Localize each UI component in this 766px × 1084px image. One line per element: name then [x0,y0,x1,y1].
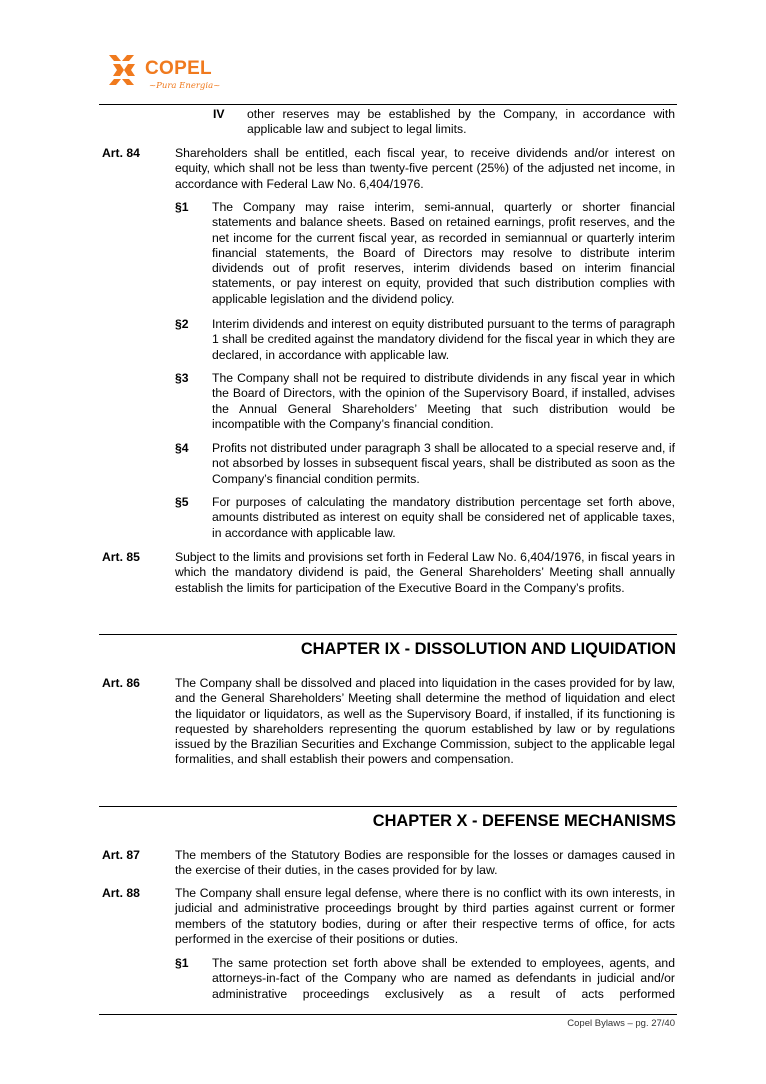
item-iv-text: other reserves may be established by the Company, in accordance with applicable law and subject to legal limits. [247,107,675,137]
copel-emblem-icon [107,54,141,86]
art-84-par5-label: §5 [175,495,189,509]
art-84-par4-label: §4 [175,441,189,455]
art-84-text: Shareholders shall be entitled, each fiscal year, to receive dividends and/or interest on equity, which shall not be less than twenty-five percent (25%) of the adjusted net income, in accordance with Federal Law No. 6,404/1976. [175,146,675,191]
art-85-label: Art. 85 [102,550,140,564]
art-85-text: Subject to the limits and provisions set forth in Federal Law No. 6,404/1976, in fiscal years in which the mandatory dividend is paid, the General Shareholders’ Meeting shall annually establish the limits for participation of the Executive Board in the Company’s profits. [175,550,675,595]
art-88-label: Art. 88 [102,886,140,900]
chapter-10-heading: CHAPTER X - DEFENSE MECHANISMS [372,812,676,830]
art-86-label: Art. 86 [102,676,140,690]
art-88-text: The Company shall ensure legal defense, where there is no conflict with its own interests, in judicial and administrative proceedings brought by third parties against current or former members of the statutory bodies, during or after their respective terms of office, for acts performed in the exercise of their positions or duties. [175,886,675,946]
art-84-par3-text: The Company shall not be required to distribute dividends in any fiscal year in which the Board of Directors, with the opinion of the Supervisory Board, if installed, advises the Annual General Shareholders’ Meeting that such distribution would be incompatible with the Company’s financial condition. [212,371,675,431]
art-86-text: The Company shall be dissolved and placed into liquidation in the cases provided for by law, and the General Shareholders’ Meeting shall determine the method of liquidation and elect the liquidator or liquidators, as well as the Supervisory Board, if installed, if its functioning is requested by shareholders representing the quorum established by law or by regulations issued by the Brazilian Securities and Exchange Commission, subject to the applicable legal formalities, and shall establish their powers and compensation. [175,676,675,767]
logo-tagline: ~Pura Energia~ [149,81,221,91]
chapter-10-rule [99,806,677,807]
page-footer: Copel Bylaws – pg. 27/40 [567,1018,675,1029]
art-84-par1-label: §1 [175,200,189,214]
chapter-9-rule [99,634,677,635]
chapter-9-heading: CHAPTER IX - DISSOLUTION AND LIQUIDATION [300,640,676,658]
footer-rule [99,1014,677,1015]
company-logo [107,52,227,92]
art-84-par2-text: Interim dividends and interest on equity distributed pursuant to the terms of paragraph 1 shall be credited against the mandatory dividend for the fiscal year in which they are declared, in accordance with applicable law. [212,317,675,362]
art-84-par1-text: The Company may raise interim, semi-annual, quarterly or shorter financial statements and balance sheets. Based on retained earnings, profit reserves, and the net income for the current fiscal year, as recorded in semiannual or quarterly interim financial statements, the Board of Directors may resolve to distribute interim dividends out of profit reserves, interim dividends based on interim financial statements, or pay interest on equity, provided that such distribution complies with applicable legislation and the dividend policy. [212,200,675,306]
art-88-par1-text: The same protection set forth above shall be extended to employees, agents, and attorneys-in-fact of the Company who are named as defendants in judicial and/or administrative proceedings exclusively as a result of acts performed [212,956,675,1001]
art-88-par1-label: §1 [175,956,189,970]
art-84-par4-text: Profits not distributed under paragraph 3 shall be allocated to a special reserve and, if not absorbed by losses in subsequent fiscal years, shall be distributed as soon as the Company’s financial condition permits. [212,441,675,486]
logo-wordmark: COPEL [145,58,212,79]
art-87-text: The members of the Statutory Bodies are responsible for the losses or damages caused in the exercise of their duties, in the cases provided for by law. [175,848,675,878]
header-rule [99,104,677,105]
item-iv-label: IV [213,107,225,121]
art-84-par3-label: §3 [175,371,189,385]
art-87-label: Art. 87 [102,848,140,862]
art-84-par2-label: §2 [175,317,189,331]
art-84-label: Art. 84 [102,146,140,160]
art-84-par5-text: For purposes of calculating the mandatory distribution percentage set forth above, amounts distributed as interest on equity shall be considered net of applicable taxes, in accordance with applicable law. [212,495,675,540]
